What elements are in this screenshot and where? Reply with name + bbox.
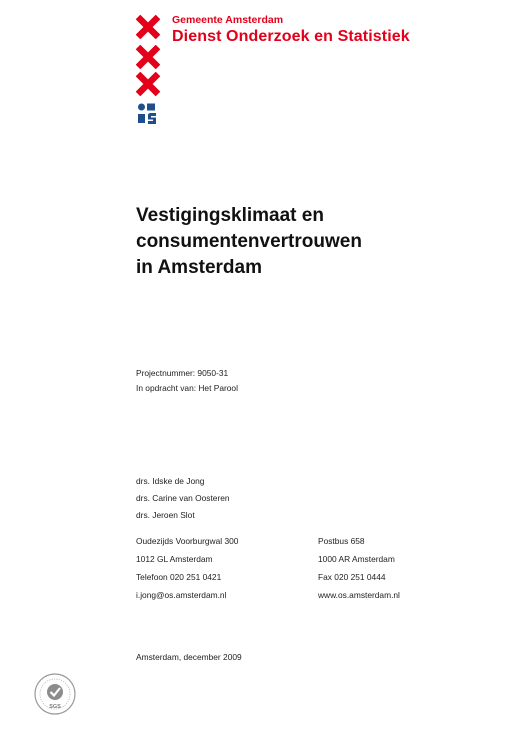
authors-list xyxy=(136,476,230,527)
title-line: Vestigingsklimaat en xyxy=(136,205,324,226)
certification-seal-icon xyxy=(33,672,77,716)
commissioned-by: In opdracht van: Het Parool xyxy=(136,383,238,393)
email-link[interactable]: i.jong@os.amsterdam.nl xyxy=(136,590,227,600)
report-title xyxy=(136,203,362,281)
brand-municipality: Gemeente Amsterdam xyxy=(172,14,284,26)
cross-x-icon xyxy=(136,15,160,39)
cross-x-icon xyxy=(136,72,160,96)
title-line: in Amsterdam xyxy=(136,257,262,278)
seal-label: SGS xyxy=(49,704,61,710)
postal-city: 1012 GL Amsterdam xyxy=(136,554,213,564)
title-line: consumentenvertrouwen xyxy=(136,231,362,252)
cross-x-icon xyxy=(136,45,160,69)
publication-date: Amsterdam, december 2009 xyxy=(136,652,242,662)
os-logo-icon xyxy=(136,102,160,126)
author-name: drs. Jeroen Slot xyxy=(136,510,195,520)
phone-number: Telefoon 020 251 0421 xyxy=(136,572,222,582)
fax-number: Fax 020 251 0444 xyxy=(318,572,386,582)
po-box: Postbus 658 xyxy=(318,536,365,546)
postal-address xyxy=(318,536,400,608)
postal-city: 1000 AR Amsterdam xyxy=(318,554,395,564)
visiting-address xyxy=(136,536,238,608)
author-name: drs. Carine van Oosteren xyxy=(136,493,230,503)
project-number: Projectnummer: 9050-31 xyxy=(136,368,229,378)
brand-department: Dienst Onderzoek en Statistiek xyxy=(172,28,410,45)
street-address: Oudezijds Voorburgwal 300 xyxy=(136,536,239,546)
author-name: drs. Idske de Jong xyxy=(136,476,205,486)
website-link[interactable]: www.os.amsterdam.nl xyxy=(318,590,400,600)
